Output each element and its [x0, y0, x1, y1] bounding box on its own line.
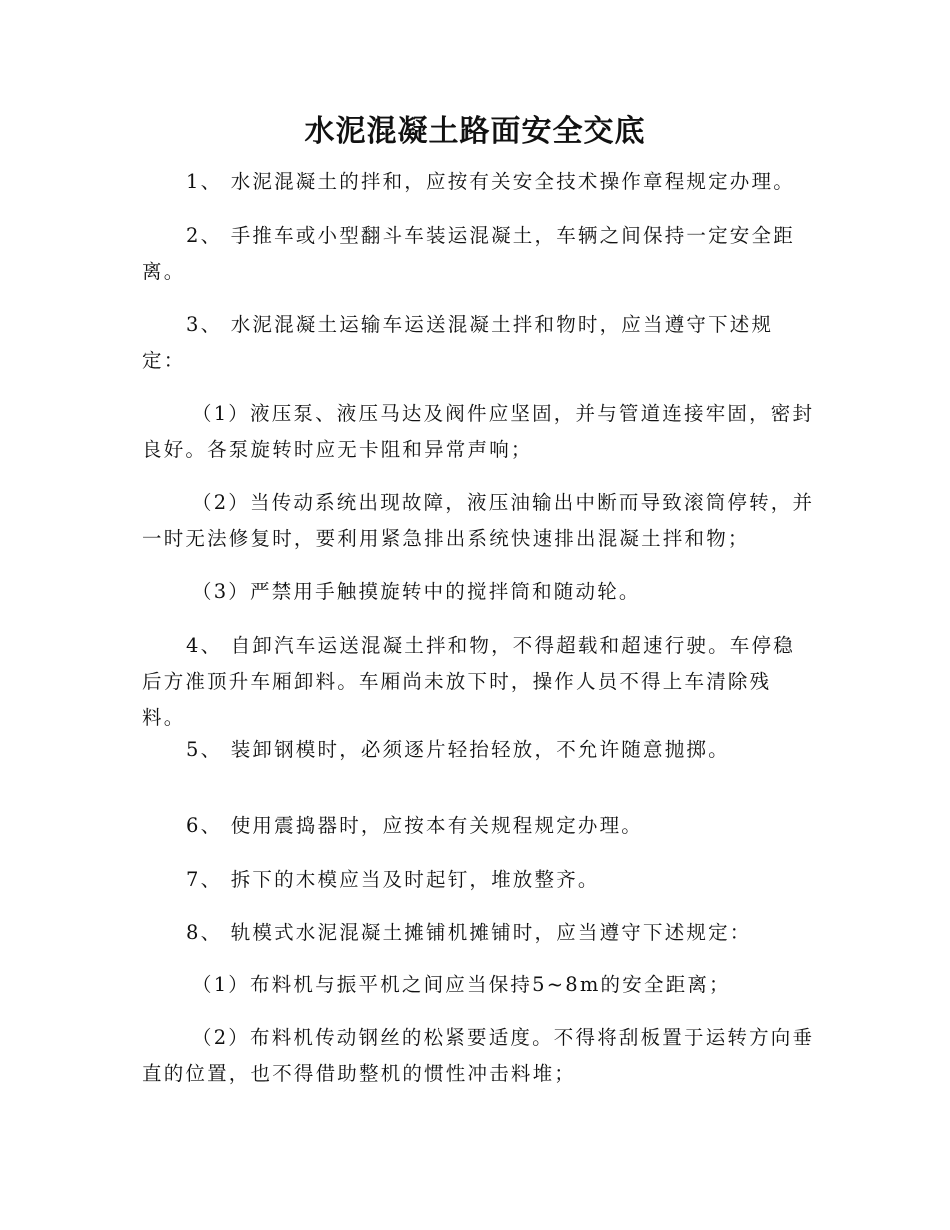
- paragraph-8: [142, 732, 812, 768]
- paragraph-line: 料。: [142, 706, 186, 729]
- paragraph-line: 一时无法修复时，要利用紧急排出系统快速排出混凝土拌和物；: [142, 527, 750, 550]
- paragraph-1: [142, 164, 812, 200]
- paragraph-line: 4、 自卸汽车运送混凝土拌和物，不得超载和超速行驶。车停稳: [186, 634, 795, 657]
- paragraph-line: 定：: [142, 349, 186, 372]
- paragraph-line: （3）严禁用手触摸旋转中的搅拌筒和随动轮。: [192, 580, 641, 603]
- paragraph-line: 5、 装卸钢模时，必须逐片轻抬轻放，不允许随意抛掷。: [186, 738, 730, 761]
- paragraph-2: [142, 218, 812, 290]
- page-title: 水泥混凝土路面安全交底: [304, 114, 646, 149]
- paragraph-line: 3、 水泥混凝土运输车运送混凝土拌和物时，应当遵守下述规: [186, 313, 774, 336]
- paragraph-13: [142, 1020, 815, 1092]
- paragraph-line: 离。: [142, 260, 186, 283]
- paragraph-3: [142, 307, 812, 379]
- paragraph-line: （1）布料机与振平机之间应当保持5~8m的安全距离；: [192, 973, 731, 996]
- paragraph-9: [142, 808, 812, 844]
- paragraph-line: 直的位置，也不得借助整机的惯性冲击料堆；: [142, 1062, 577, 1085]
- paragraph-line: （2）布料机传动钢丝的松紧要适度。不得将刮板置于运转方向垂: [192, 1026, 815, 1049]
- paragraph-line: 良好。各泵旋转时应无卡阻和异常声响；: [142, 438, 533, 461]
- paragraph-line: 6、 使用震捣器时，应按本有关规程规定办理。: [186, 814, 644, 837]
- paragraph-line: 7、 拆下的木模应当及时起钉，堆放整齐。: [186, 868, 600, 891]
- paragraph-10: [142, 862, 812, 898]
- paragraph-line: 后方准顶升车厢卸料。车厢尚未放下时，操作人员不得上车清除残: [142, 670, 772, 693]
- paragraph-line: （2）当传动系统出现故障，液压油输出中断而导致滚筒停转，并: [192, 491, 815, 514]
- paragraph-line: 1、 水泥混凝土的拌和，应按有关安全技术操作章程规定办理。: [186, 170, 795, 193]
- paragraph-11: [142, 915, 812, 951]
- paragraph-line: （1）液压泵、液压马达及阀件应坚固，并与管道连接牢固，密封: [192, 402, 815, 425]
- paragraph-6: [142, 574, 812, 610]
- paragraph-7: [142, 628, 812, 736]
- paragraph-line: 8、 轨模式水泥混凝土摊铺机摊铺时，应当遵守下述规定：: [186, 921, 752, 944]
- paragraph-5: [142, 485, 815, 557]
- paragraph-line: 2、 手推车或小型翻斗车装运混凝土，车辆之间保持一定安全距: [186, 224, 795, 247]
- paragraph-4: [142, 396, 815, 468]
- paragraph-12: [142, 967, 812, 1003]
